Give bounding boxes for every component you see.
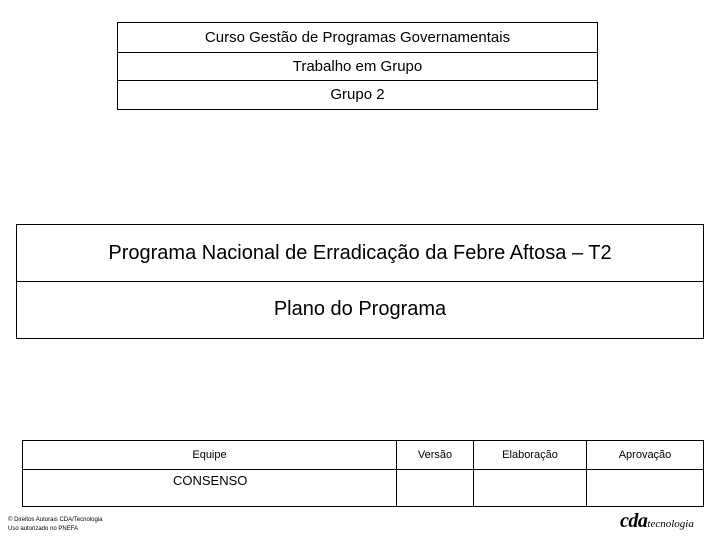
approval-table-row bbox=[23, 470, 704, 507]
cell-version bbox=[397, 470, 474, 507]
header-approval: Aprovação bbox=[587, 441, 704, 470]
course-name: Curso Gestão de Programas Governamentais bbox=[204, 28, 511, 46]
cell-approval bbox=[587, 470, 704, 507]
approval-table bbox=[22, 440, 704, 507]
program-title-box bbox=[16, 224, 704, 339]
logo-main-text: cda bbox=[620, 510, 648, 532]
approval-table-header-row bbox=[23, 441, 704, 470]
copyright-line-2: Uso autorizado no PNEFA bbox=[8, 525, 79, 532]
program-title: Programa Nacional de Erradicação da Febre Aftosa – T2 bbox=[108, 241, 612, 264]
team-value: CONSENSO bbox=[173, 473, 248, 488]
logo-sub-text: tecnologia bbox=[647, 518, 694, 530]
header-team: Equipe bbox=[23, 441, 397, 470]
cda-logo bbox=[620, 510, 694, 533]
copyright-notice bbox=[8, 516, 102, 533]
document-title: Plano do Programa bbox=[17, 281, 703, 337]
cell-elaboration bbox=[474, 470, 587, 507]
copyright-line-1: © Direitos Autorais CDA/Tecnologia bbox=[8, 517, 103, 523]
activity-name: Trabalho em Grupo bbox=[118, 52, 597, 81]
course-header-box bbox=[117, 22, 598, 110]
header-elaboration: Elaboração bbox=[474, 441, 587, 470]
cell-team bbox=[23, 470, 397, 507]
group-name: Grupo 2 bbox=[118, 80, 597, 109]
header-version: Versão bbox=[397, 441, 474, 470]
